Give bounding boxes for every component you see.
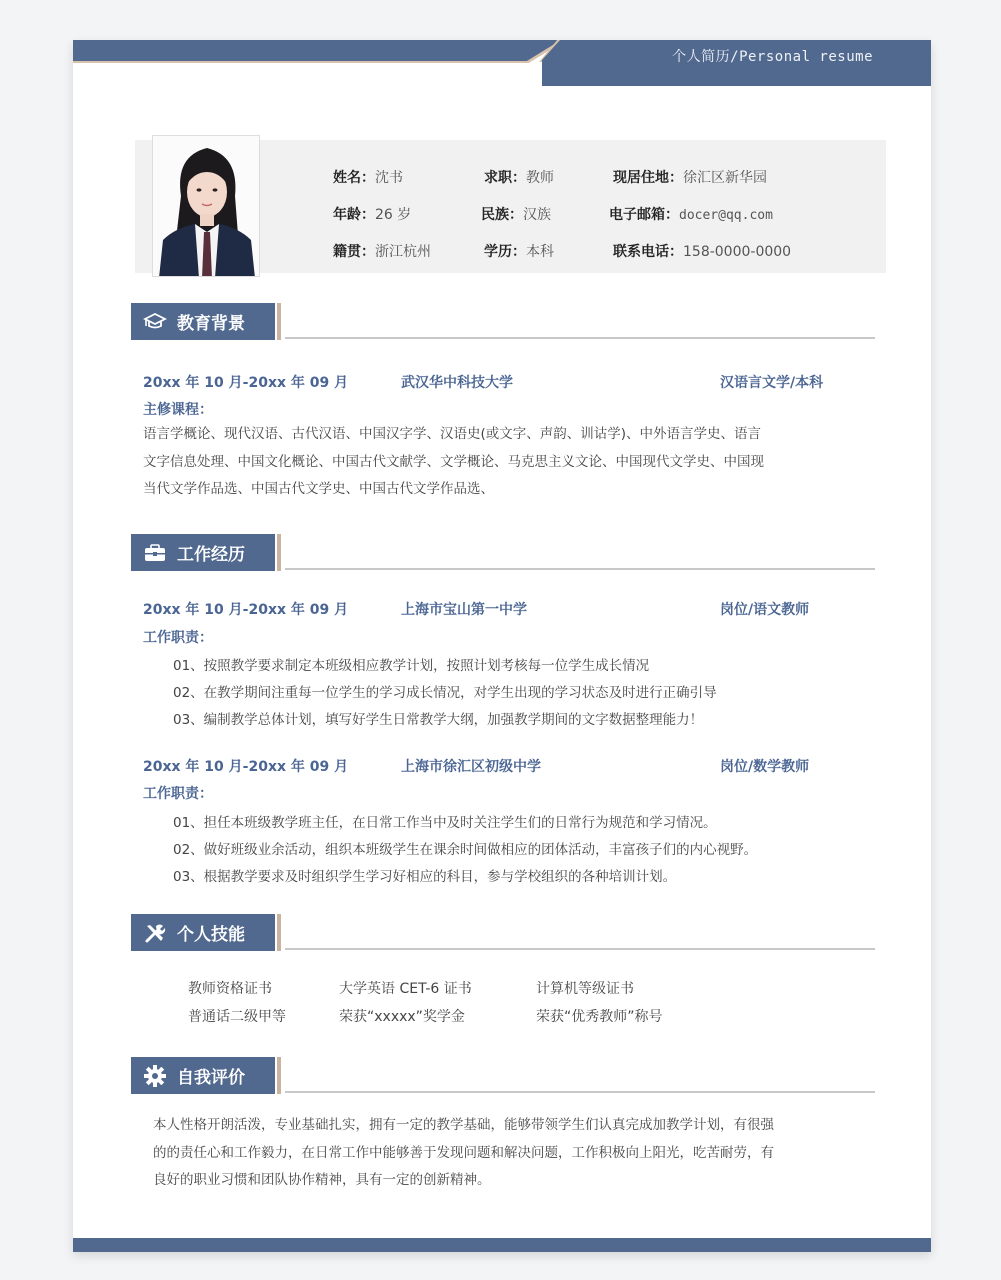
work-period: 20xx 年 10 月-20xx 年 09 月 [143, 602, 349, 618]
section-header-skills [131, 914, 875, 954]
section-title: 教育背景 [177, 314, 245, 334]
self-evaluation-text: 本人性格开朗活泼，专业基础扎实，拥有一定的教学基础，能够带领学生们认真完成加教学计划，有很强 的的责任心和工作毅力，在日常工作中能够善于发现问题和解决问题，工作积极向上阳光，吃苦耐劳，有 良好的职业习惯和团队协作精神，具有一定的创新精神。 [153, 1117, 774, 1188]
duty-item: 02、做好班级业余活动，组织本班级学生在课余时间做相应的团体活动，丰富孩子们的内心视野。 [173, 842, 758, 858]
section-divider [285, 337, 875, 339]
section-divider [285, 948, 875, 950]
field-name: 姓名：沈书 [333, 170, 403, 186]
skill-item: 教师资格证书 [188, 981, 272, 997]
section-title: 个人技能 [177, 925, 245, 945]
work-period: 20xx 年 10 月-20xx 年 09 月 [143, 759, 349, 775]
section-header-self-evaluation [131, 1057, 875, 1097]
briefcase-icon [143, 541, 167, 565]
profile-photo [152, 135, 260, 277]
tools-icon [143, 921, 167, 945]
section-accent [277, 534, 281, 571]
major: 汉语言文学/本科 [720, 375, 824, 391]
section-tab-self-evaluation [131, 1057, 275, 1094]
skill-item: 荣获“优秀教师”称号 [536, 1009, 663, 1025]
skill-item: 普通话二级甲等 [188, 1009, 286, 1025]
field-residence: 现居住地：徐汇区新华园 [613, 170, 767, 186]
section-header-education [131, 303, 875, 343]
duties-label: 工作职责： [143, 630, 213, 646]
section-accent [277, 303, 281, 340]
gear-icon [143, 1064, 167, 1088]
duty-item: 03、编制教学总体计划，填写好学生日常教学大纲，加强教学期间的文字数据整理能力！ [173, 712, 704, 728]
resume-page [73, 40, 931, 1252]
school-name: 武汉华中科技大学 [401, 375, 513, 391]
courses-label: 主修课程： [143, 402, 213, 418]
position: 岗位/数学教师 [720, 759, 810, 775]
section-title: 自我评价 [177, 1068, 245, 1088]
company-name: 上海市宝山第一中学 [401, 602, 527, 618]
section-accent [277, 1057, 281, 1094]
section-header-work [131, 534, 875, 574]
section-title: 工作经历 [177, 545, 245, 565]
duty-item: 01、担任本班级教学班主任，在日常工作当中及时关注学生们的日常行为规范和学习情况。 [173, 815, 717, 831]
portrait-image [153, 136, 260, 277]
section-divider [285, 1091, 875, 1093]
courses-list: 语言学概论、现代汉语、古代汉语、中国汉字学、汉语史(或文字、声韵、训诂学)、中外语言学史、语言 文字信息处理、中国文化概论、中国古代文献学、文学概论、马克思主义文论、中国现代文学史、中国现 当代文学作品选、中国古代文学史、中国古代文学作品选、 [143, 426, 764, 497]
resume-title: 个人简历/Personal resume [672, 49, 873, 65]
skill-item: 计算机等级证书 [536, 981, 634, 997]
top-bar-left [73, 40, 561, 61]
position: 岗位/语文教师 [720, 602, 810, 618]
field-education: 学历：本科 [484, 244, 554, 260]
field-age: 年龄：26 岁 [333, 207, 412, 223]
graduation-cap-icon [143, 310, 167, 334]
duty-item: 03、根据教学要求及时组织学生学习好相应的科目，参与学校组织的各种培训计划。 [173, 869, 677, 885]
section-accent [277, 914, 281, 951]
section-tab-education [131, 303, 275, 340]
duty-item: 02、在教学期间注重每一位学生的学习成长情况，对学生出现的学习状态及时进行正确引导 [173, 685, 717, 701]
section-tab-skills [131, 914, 275, 951]
field-email: 电子邮箱：docer@qq.com [609, 207, 773, 223]
skill-item: 荣获“xxxxx”奖学金 [339, 1009, 465, 1025]
footer-bar [73, 1238, 931, 1252]
section-tab-work [131, 534, 275, 571]
field-hometown: 籍贯：浙江杭州 [333, 244, 431, 260]
section-divider [285, 568, 875, 570]
skill-item: 大学英语 CET-6 证书 [339, 981, 472, 997]
education-period: 20xx 年 10 月-20xx 年 09 月 [143, 375, 349, 391]
field-phone: 联系电话：158-0000-0000 [613, 244, 792, 260]
duties-label: 工作职责： [143, 786, 213, 802]
field-job-target: 求职：教师 [484, 170, 554, 186]
field-ethnicity: 民族：汉族 [481, 207, 551, 223]
company-name: 上海市徐汇区初级中学 [401, 759, 541, 775]
duty-item: 01、按照教学要求制定本班级相应教学计划，按照计划考核每一位学生成长情况 [173, 658, 650, 674]
